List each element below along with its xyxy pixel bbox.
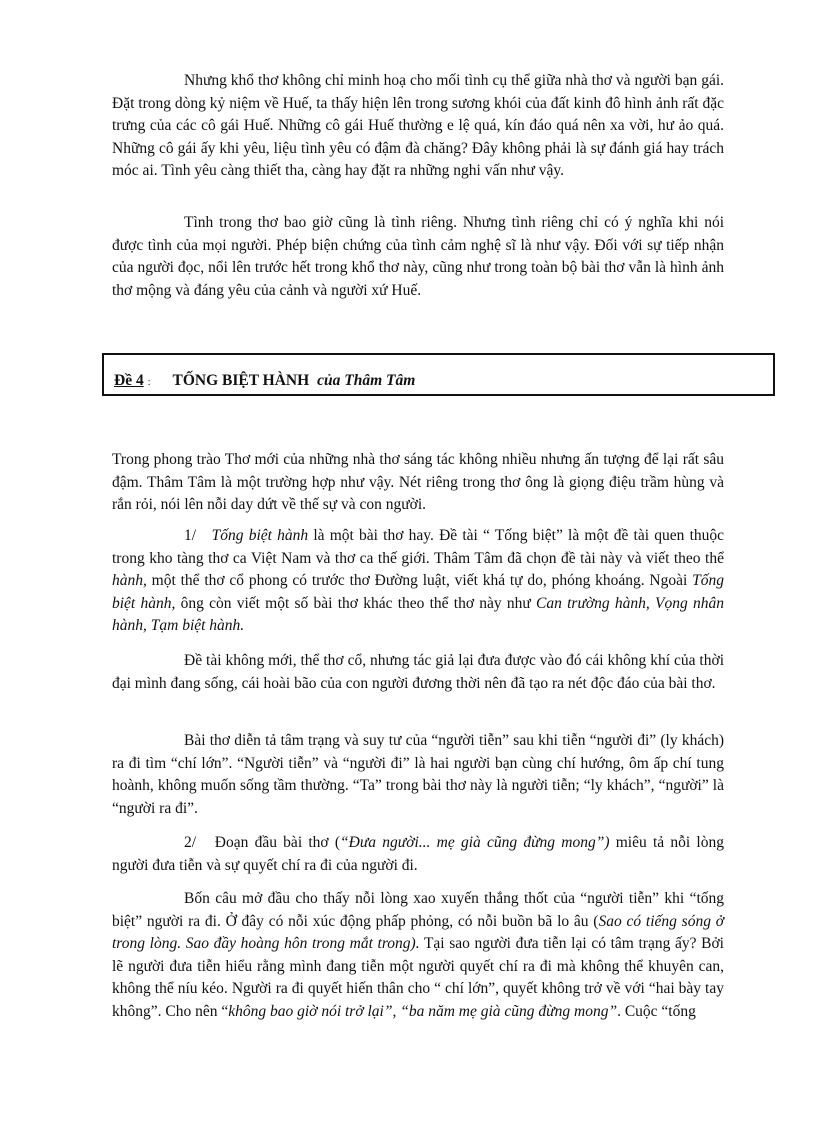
section-heading	[114, 372, 415, 390]
italic-term: Tống biệt hành,	[112, 572, 724, 612]
text-run: là một bài thơ hay. Đề tài “ Tống biệt” là một đề tài quen thuộc trong kho tàng thơ ca Việt Nam và thơ ca thế giới. Thâm Tâm đã chọn đề tài này và viết theo thể	[112, 527, 725, 567]
poem-name: Tống biệt hành	[211, 527, 309, 544]
italic-quote: “Đưa người... mẹ già cũng đừng mong”)	[340, 834, 610, 851]
poem-title: TỐNG BIỆT HÀNH	[172, 372, 310, 389]
italic-term: Can trường hành, Vọng nhân hành, Tạm biệt hành.	[112, 594, 724, 634]
intro-paragraph-2: Tình trong thơ bao giờ cũng là tình riêng. Nhưng tình riêng chỉ có ý nghĩa khi nói được tình của mọi người. Phép biện chứng của tình cảm nghệ sĩ là như vậy. Đối với sự tiếp nhận của người đọc, nổi lên trước hết trong khổ thơ này, cũng như trong toàn bộ bài thơ vẫn là hình ảnh thơ mộng và đáng yêu của cảnh và người xứ Huế.	[112, 214, 724, 299]
section-heading-box	[102, 353, 775, 396]
text-run: . Cuộc “tống	[617, 1002, 696, 1020]
intro-paragraph-1: Nhưng khổ thơ không chỉ minh hoạ cho mối tình cụ thể giữa nhà thơ và người bạn gái. Đặt trong dòng kỷ niệm về Huế, ta thấy hiện lên trong sương khói của đất kinh đô hình ảnh rất đặc trưng của các cô gái Huế. Những cô gái Huế thường e lệ quá, kín đáo quá nên xa vời, hư ảo quá. Những cô gái ấy khi yêu, liệu tình yêu có đậm đà chăng? Đây không phải là sự đánh giá hay trách móc ai. Tình yêu càng thiết tha, càng hay đặt ra những nghi vấn như vậy.	[112, 72, 724, 179]
body-paragraph-5	[112, 888, 724, 1023]
body-paragraph-1	[112, 525, 724, 638]
exercise-label: Đề 4	[114, 372, 144, 389]
body-paragraph-intro: Trong phong trào Thơ mới của những nhà thơ sáng tác không nhiều nhưng ấn tượng để lại rất sâu đậm. Thâm Tâm là một trường hợp như vậy. Nét riêng trong thơ ông là giọng điệu trầm hùng và rắn rỏi, nói lên nỗi day dứt về thế sự và con người.	[112, 451, 724, 513]
text-run: Đoạn đầu bài thơ (	[214, 834, 340, 851]
text-run: ông còn viết một số bài thơ khác theo thể thơ này như	[175, 594, 537, 612]
text-run: Tại sao người đưa tiễn lại có tâm trạng ấy? Bởi lẽ người đưa tiễn hiểu rằng mình đang tiễn một người quyết chí ra đi mà không thể khuyên can, không thể níu kéo. Người ra đi quyết hiến thân cho “ chí lớn”, quyết không trở về với “hai bày tay không”. Cho nên “	[112, 935, 724, 1020]
italic-quote: không bao giờ nói trở lại”, “ba năm mẹ già cũng đừng mong”	[228, 1002, 618, 1020]
text-run: Bốn câu mở đầu cho thấy nỗi lòng xao xuyến thắng thốt của “người tiễn” khi “tống biệt” người ra đi. Ở đây có nỗi xúc động phấp phỏng, có nỗi buồn bã lo âu (	[112, 890, 724, 930]
italic-term: hành,	[112, 572, 147, 589]
text-run: miêu tả nỗi lòng người đưa tiễn và sự quyết chí ra đi của người đi.	[112, 834, 724, 874]
body-paragraph-3: Bài thơ diễn tả tâm trạng và suy tư của “người tiễn” sau khi tiễn “người đi” (ly khách) ra đi tìm “chí lớn”. “Người tiễn” và “người đi” là hai người bạn cùng chí hướng, ôm ấp chí tung hoành, không muốn sống tầm thường. “Ta” trong bài thơ này là người tiễn; “ly khách”, “người” là “người ra đi”.	[112, 732, 724, 817]
italic-quote: Sao có tiếng sóng ở trong lòng. Sao đầy hoàng hôn trong mắt trong).	[112, 912, 724, 952]
section-number: 1/	[184, 527, 197, 544]
exercise-separator: :	[147, 377, 151, 388]
body-paragraph-2: Đề tài không mới, thể thơ cổ, nhưng tác giả lại đưa được vào đó cái không khí của thời đại mình đang sống, cái hoài bão của con người đương thời nên đã tạo ra nét độc đáo của bài thơ.	[112, 652, 724, 692]
text-run: một thể thơ cổ phong có trước thơ Đường luật, viết khá tự do, phóng khoáng. Ngoài	[146, 572, 693, 589]
section-number: 2/	[184, 834, 197, 851]
body-paragraph-4	[112, 832, 724, 877]
poem-author: của Thâm Tâm	[317, 372, 416, 389]
